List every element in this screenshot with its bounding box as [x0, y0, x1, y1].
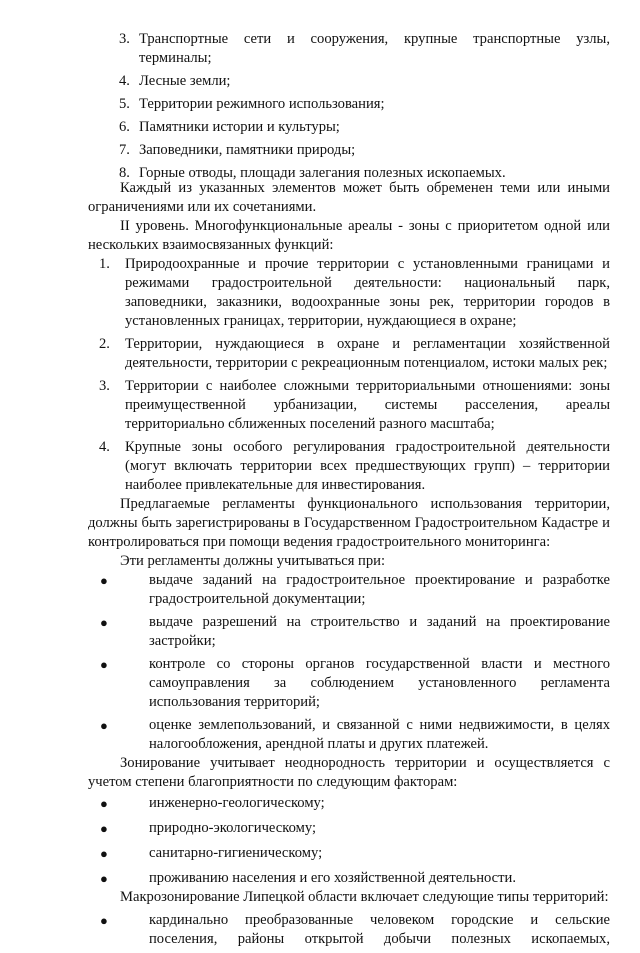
bullet-icon: ●: [100, 615, 108, 630]
list-item-text: Территории, нуждающиеся в охране и регламентации хозяйственной деятельности, территории с рекреационным потенциалом, истоки малых рек;: [125, 336, 610, 371]
list-item-text: проживанию населения и его хозяйственной деятельности.: [149, 870, 516, 886]
list-item-text: Территории режимного использования;: [139, 96, 385, 112]
list-marker: 1.: [99, 256, 110, 272]
list-item-text: выдаче разрешений на строительство и заданий на проектирование застройки;: [149, 614, 610, 649]
list-item: [88, 716, 610, 754]
list-marker: 3.: [119, 31, 130, 47]
list-item: [88, 377, 610, 434]
list-item-text: Природоохранные и прочие территории с установленными границами и режимами градостроительной деятельности: национальный парк, заповедники, заказники, водоохранные зоны рек, территории городов в установленных границах, территории, нуждающиеся в охране;: [125, 256, 610, 329]
list-item: [88, 911, 610, 949]
paragraph-level-2-heading: II уровень. Многофункциональные ареалы - зоны с приоритетом одной или нескольких взаимосвязанных функций:: [88, 218, 610, 253]
list-item: [88, 72, 610, 91]
list-zoning-factors: [88, 794, 610, 888]
list-item-text: инженерно-геологическому;: [149, 795, 325, 811]
list-item: [88, 655, 610, 712]
list-marker: 5.: [119, 96, 130, 112]
list-functional-elements: [88, 30, 610, 183]
list-item: [88, 30, 610, 68]
list-item: [88, 844, 610, 863]
bullet-icon: ●: [100, 657, 108, 672]
paragraph: Предлагаемые регламенты функционального использования территории, должны быть зарегистрированы в Государственном Градостроительном Кадастре и контролироваться при помощи ведения градостроительного мониторинга:: [88, 496, 610, 550]
list-regulation-uses: [88, 571, 610, 754]
list-item-text: выдаче заданий на градостроительное проектирование и разработке градостроительной документации;: [149, 572, 610, 607]
list-item-text: Транспортные сети и сооружения, крупные транспортные узлы, терминалы;: [139, 31, 610, 66]
bullet-icon: ●: [100, 913, 108, 928]
list-item: [88, 571, 610, 609]
bullet-icon: ●: [100, 573, 108, 588]
list-item-text: Памятники истории и культуры;: [139, 119, 340, 135]
list-item: [88, 869, 610, 888]
list-item: [88, 141, 610, 160]
list-item: [88, 613, 610, 651]
list-item-text: Горные отводы, площади залегания полезных ископаемых.: [139, 165, 506, 181]
paragraph: Эти регламенты должны учитываться при:: [120, 553, 386, 569]
list-multifunctional-areas: [88, 255, 610, 495]
list-item: [88, 95, 610, 114]
bullet-icon: ●: [100, 796, 108, 811]
list-item-text: Крупные зоны особого регулирования градостроительной деятельности (могут включать территории всех предшествующих групп) – территории наиболее привлекательные для инвестирования.: [125, 439, 610, 493]
bullet-icon: ●: [100, 718, 108, 733]
list-marker: 8.: [119, 165, 130, 181]
bullet-icon: ●: [100, 846, 108, 861]
list-item: [88, 819, 610, 838]
paragraph: Каждый из указанных элементов может быть обременен теми или иными ограничениями или их сочетаниями.: [88, 180, 610, 215]
list-item: [88, 164, 610, 183]
list-macrozoning-types: [88, 911, 610, 949]
list-marker: 7.: [119, 142, 130, 158]
list-item-text: Заповедники, памятники природы;: [139, 142, 356, 158]
list-item: [88, 118, 610, 137]
list-item: [88, 794, 610, 813]
list-marker: 4.: [119, 73, 130, 89]
paragraph: Макрозонирование Липецкой области включает следующие типы территорий:: [120, 889, 609, 905]
list-item: [88, 438, 610, 495]
list-item-text: Территории с наиболее сложными территориальными отношениями: зоны преимущественной урбанизации, системы расселения, ареалы территориально сближенных поселений разного масштаба;: [125, 378, 610, 432]
list-marker: 3.: [99, 378, 110, 394]
list-item-text: оценке землепользований, и связанной с ними недвижимости, в целях налогообложения, арендной платы и других платежей.: [149, 717, 610, 752]
bullet-icon: ●: [100, 821, 108, 836]
paragraph: Зонирование учитывает неоднородность территории и осуществляется с учетом степени благоприятности по следующим факторам:: [88, 755, 610, 790]
document-page: [88, 30, 610, 953]
list-marker: 4.: [99, 439, 110, 455]
list-item: [88, 335, 610, 373]
list-item-text: санитарно-гигиеническому;: [149, 845, 323, 861]
list-item-text: кардинально преобразованные человеком городские и сельские поселения, районы открытой добычи полезных ископаемых,: [149, 912, 610, 947]
list-item-text: контроле со стороны органов государственной власти и местного самоуправления за соблюдением установленного регламента использования территорий;: [149, 656, 610, 710]
list-item: [88, 255, 610, 331]
list-item-text: природно-экологическому;: [149, 820, 316, 836]
bullet-icon: ●: [100, 871, 108, 886]
list-item-text: Лесные земли;: [139, 73, 231, 89]
list-marker: 6.: [119, 119, 130, 135]
list-marker: 2.: [99, 336, 110, 352]
